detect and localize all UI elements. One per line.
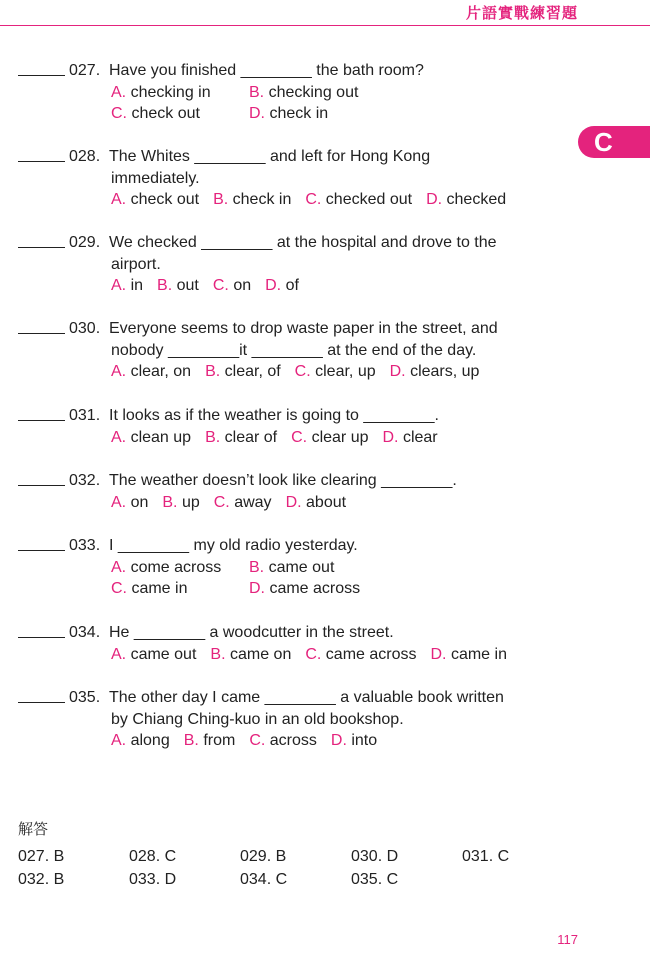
option-text: clear, on xyxy=(130,363,192,380)
option-text: check out xyxy=(130,191,200,208)
running-header-title: 片語實戰練習題 xyxy=(465,4,578,22)
question-number: 034. xyxy=(69,624,101,641)
option-letter: C. xyxy=(291,428,308,446)
option-row xyxy=(18,427,578,449)
option xyxy=(249,103,328,125)
option-letter: D. xyxy=(249,105,265,122)
option-text: clear of xyxy=(224,428,278,446)
option-text: in xyxy=(130,277,144,294)
option xyxy=(213,275,251,297)
option-text: of xyxy=(285,277,299,294)
option xyxy=(426,189,506,211)
option-text: away xyxy=(234,493,272,511)
option xyxy=(162,492,199,514)
question-item xyxy=(18,535,578,600)
option-letter: D. xyxy=(426,191,443,208)
option xyxy=(111,492,148,514)
option-letter: A. xyxy=(111,645,127,663)
option-text: out xyxy=(176,277,199,294)
question-text: He ________ a woodcutter in the street. xyxy=(109,624,394,641)
question-item xyxy=(18,318,578,383)
option xyxy=(265,275,299,297)
option-text: check out xyxy=(131,105,200,122)
question-text: I ________ my old radio yesterday. xyxy=(109,537,358,554)
option-letter: A. xyxy=(111,732,127,749)
option xyxy=(213,189,291,211)
option-text: come across xyxy=(130,558,222,576)
option-letter: C. xyxy=(305,645,322,663)
option xyxy=(111,578,235,600)
option-letter: B. xyxy=(157,277,173,294)
option-letter: B. xyxy=(249,558,265,576)
option-letter: D. xyxy=(430,645,447,663)
option xyxy=(111,275,143,297)
option-letter: B. xyxy=(249,83,265,101)
option-text: check in xyxy=(232,191,292,208)
question-number: 033. xyxy=(69,537,101,554)
question-item xyxy=(18,232,578,297)
question-text: Have you finished ________ the bath room? xyxy=(109,62,424,79)
answer-item: 034. C xyxy=(240,871,288,888)
answer-item: 033. D xyxy=(129,871,177,888)
option-letter: D. xyxy=(249,580,265,597)
option xyxy=(249,578,360,600)
option xyxy=(111,557,235,579)
option-row xyxy=(18,82,578,104)
option-letter: C. xyxy=(294,363,311,380)
option xyxy=(111,103,235,125)
question-item xyxy=(18,470,578,513)
question-text: We checked ________ at the hospital and drove to the xyxy=(109,234,497,251)
option xyxy=(111,361,191,383)
option-letter: A. xyxy=(111,277,127,294)
question-text: The Whites ________ and left for Hong Kong xyxy=(109,148,431,165)
question-text-continued: by Chiang Ching-kuo in an old bookshop. xyxy=(111,710,404,728)
option-letter: B. xyxy=(162,493,178,511)
question-number: 031. xyxy=(69,407,101,424)
option-letter: D. xyxy=(330,732,347,749)
option-text: up xyxy=(181,493,200,511)
question-first-line xyxy=(18,535,578,557)
option-text: came out xyxy=(130,645,197,663)
option-text: on xyxy=(130,493,149,511)
question-number: 029. xyxy=(69,234,101,251)
option-text: came across xyxy=(325,645,417,663)
option-row xyxy=(18,361,578,383)
option-row xyxy=(18,644,578,666)
question-text-continued: airport. xyxy=(111,255,161,273)
answer-item: 027. B xyxy=(18,848,65,865)
option-text: into xyxy=(351,732,378,749)
option xyxy=(305,644,416,666)
option-text: came on xyxy=(229,645,292,663)
option-text: clears, up xyxy=(410,363,480,380)
option xyxy=(305,189,412,211)
answer-blank[interactable] xyxy=(18,405,65,421)
option xyxy=(383,427,438,449)
question-first-line xyxy=(18,318,578,340)
answer-blank[interactable] xyxy=(18,535,65,551)
answer-item: 035. C xyxy=(351,871,399,888)
option-letter: C. xyxy=(213,493,230,511)
option xyxy=(214,492,272,514)
option-letter: A. xyxy=(111,428,127,446)
option-row xyxy=(18,557,578,579)
question-item xyxy=(18,687,578,752)
option-text: came in xyxy=(131,580,188,597)
answers-heading: 解答 xyxy=(18,820,49,838)
option-text: came across xyxy=(269,580,361,597)
question-text: Everyone seems to drop waste paper in the street, and xyxy=(109,320,498,337)
question-first-line xyxy=(18,470,578,492)
option-letter: A. xyxy=(111,363,127,380)
question-item xyxy=(18,405,578,448)
question-text: The other day I came ________ a valuable book written xyxy=(109,689,504,706)
option-letter: A. xyxy=(111,191,127,208)
answer-blank[interactable] xyxy=(18,60,65,76)
question-first-line xyxy=(18,687,578,709)
option-text: came in xyxy=(450,645,507,663)
question-text-continued: nobody ________it ________ at the end of the day. xyxy=(111,341,477,359)
option-row xyxy=(18,730,578,752)
option-letter: C. xyxy=(305,191,322,208)
page-number: 117 xyxy=(557,932,578,947)
option-letter: B. xyxy=(210,645,226,663)
question-text-continued: immediately. xyxy=(111,169,200,187)
question-number: 028. xyxy=(69,148,101,165)
option-letter: D. xyxy=(285,493,302,511)
option-letter: A. xyxy=(111,493,127,511)
question-text: The weather doesn’t look like clearing ________. xyxy=(109,472,457,489)
question-item xyxy=(18,60,578,125)
answer-blank[interactable] xyxy=(18,687,65,703)
option xyxy=(184,730,236,752)
option-letter: B. xyxy=(213,191,229,208)
header-rule xyxy=(0,25,650,26)
option-row xyxy=(18,275,578,297)
answer-blank[interactable] xyxy=(18,146,65,162)
option-letter: D. xyxy=(389,363,406,380)
answer-row xyxy=(18,869,462,891)
answer-row xyxy=(18,846,573,868)
option xyxy=(295,361,376,383)
option-text: on xyxy=(233,277,252,294)
option-row xyxy=(18,492,578,514)
option-text: check in xyxy=(269,105,329,122)
answer-blank[interactable] xyxy=(18,318,65,334)
option-letter: D. xyxy=(265,277,282,294)
option xyxy=(291,427,368,449)
answer-blank[interactable] xyxy=(18,232,65,248)
option-text: clear xyxy=(402,428,438,446)
answer-item: 032. B xyxy=(18,871,65,888)
option-letter: B. xyxy=(183,732,199,749)
question-number: 030. xyxy=(69,320,101,337)
option-text: clear, up xyxy=(315,363,376,380)
answer-item: 028. C xyxy=(129,848,177,865)
answer-item: 030. D xyxy=(351,848,399,865)
option-letter: D. xyxy=(382,428,399,446)
option-letter: C. xyxy=(212,277,229,294)
option-letter: C. xyxy=(249,732,266,749)
option-row xyxy=(18,578,578,600)
option-text: checked xyxy=(446,191,507,208)
option-letter: C. xyxy=(111,105,127,122)
answer-item: 031. C xyxy=(462,848,510,865)
question-first-line xyxy=(18,146,578,168)
option xyxy=(111,189,199,211)
option xyxy=(111,82,235,104)
option-letter: B. xyxy=(205,363,221,380)
option-text: along xyxy=(130,732,170,749)
option-text: clean up xyxy=(130,428,192,446)
option xyxy=(331,730,377,752)
question-number: 027. xyxy=(69,62,101,79)
option-text: across xyxy=(269,732,317,749)
option xyxy=(431,644,507,666)
option xyxy=(111,644,196,666)
option xyxy=(249,82,358,104)
option-text: checked out xyxy=(325,191,413,208)
option xyxy=(249,557,334,579)
option-text: from xyxy=(203,732,236,749)
question-number: 035. xyxy=(69,689,101,706)
option xyxy=(157,275,199,297)
answer-blank[interactable] xyxy=(18,470,65,486)
option-letter: A. xyxy=(111,558,127,576)
question-first-line xyxy=(18,622,578,644)
option-text: checking in xyxy=(130,83,211,101)
section-tab: C xyxy=(578,126,650,158)
option xyxy=(205,361,281,383)
option-letter: B. xyxy=(205,428,221,446)
question-item xyxy=(18,622,578,665)
option-text: about xyxy=(306,493,347,511)
option-row xyxy=(18,189,578,211)
option-text: checking out xyxy=(268,83,359,101)
question-number: 032. xyxy=(69,472,101,489)
answer-item: 029. B xyxy=(240,848,287,865)
option xyxy=(205,427,277,449)
option-text: clear up xyxy=(311,428,369,446)
option-row xyxy=(18,103,578,125)
question-first-line xyxy=(18,60,578,82)
option-letter: C. xyxy=(111,580,127,597)
option xyxy=(111,427,191,449)
question-first-line xyxy=(18,405,578,427)
question-first-line xyxy=(18,232,578,254)
option xyxy=(111,730,170,752)
question-item xyxy=(18,146,578,211)
option-text: came out xyxy=(268,558,335,576)
option-letter: A. xyxy=(111,83,127,101)
question-text: It looks as if the weather is going to ________. xyxy=(109,407,439,424)
option xyxy=(390,361,480,383)
option-text: clear, of xyxy=(224,363,281,380)
option xyxy=(249,730,317,752)
option xyxy=(210,644,291,666)
option xyxy=(286,492,347,514)
answer-blank[interactable] xyxy=(18,622,65,638)
